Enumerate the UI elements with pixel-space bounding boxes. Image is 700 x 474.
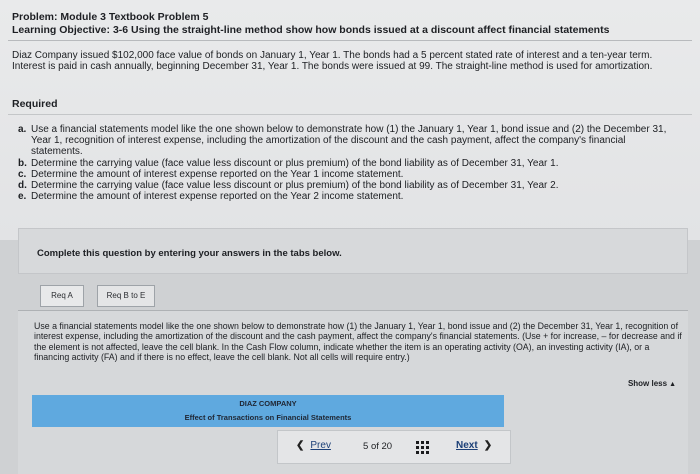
required-item-text: Determine the carrying value (face value less discount or plus premium) of the bond liability as of December 31, Year 1.	[31, 157, 559, 169]
problem-title: Problem: Module 3 Textbook Problem 5	[12, 11, 209, 23]
tab-req-b-to-e[interactable]: Req B to E	[97, 285, 155, 307]
required-item-e	[18, 191, 678, 202]
total-pages: 20	[381, 441, 393, 452]
required-item-letter: b.	[18, 157, 27, 169]
required-item-text: Determine the carrying value (face value less discount or plus premium) of the bond liability as of December 31, Year 2.	[31, 180, 559, 192]
grid-icon[interactable]	[416, 441, 429, 454]
required-item-letter: a.	[18, 124, 27, 135]
required-item-a	[18, 124, 678, 158]
chevron-right-icon: ❯	[483, 440, 493, 451]
required-item-text: Use a financial statements model like the one shown below to demonstrate how (1) the January 1, Year 1, bond issue and (2) the December 31, Year 1, recognition of interest expense, including the amortization of the discount and the cash payment, affect the company's financial statements.	[31, 124, 667, 158]
show-less-toggle[interactable]	[628, 379, 676, 388]
required-item-text: Determine the amount of interest expense reported on the Year 2 income statement.	[31, 191, 404, 203]
next-button[interactable]	[456, 440, 492, 451]
table-subtitle: Effect of Transactions on Financial Statements	[184, 413, 352, 422]
page-counter	[363, 441, 392, 452]
triangle-up-icon: ▲	[669, 381, 676, 388]
current-page: 5	[363, 441, 369, 452]
divider	[8, 40, 692, 41]
financial-statements-table-header	[32, 395, 504, 427]
learning-objective: Learning Objective: 3-6 Using the straight-line method show how bonds issued at a discount affect financial statements	[12, 24, 610, 36]
panel-instructions: Use a financial statements model like the one shown below to demonstrate how (1) the January 1, Year 1, bond issue and (2) the December 31, Year 1, recognition of interest expense, including the amortization of the discount and the cash payment, affect the company's financial statements. (Use + for increase, – for decrease and if the element is not affected, leave the cell blank. In the Cash Flow column, indicate whether the item is an operating activity (OA), an investing activity (IA), or a financing activity (FA) and if there is no effect, leave the cell blank. Not all cells will require entry.)	[34, 321, 682, 363]
company-name: DIAZ COMPANY	[239, 399, 297, 408]
instructions-banner	[18, 228, 688, 274]
required-list	[18, 124, 678, 202]
divider	[8, 114, 692, 115]
required-item-d	[18, 180, 678, 191]
tab-bar	[18, 274, 688, 314]
problem-statement: Diaz Company issued $102,000 face value of bonds on January 1, Year 1. The bonds had a 5 percent stated rate of interest and a ten-year term. Interest is paid in cash annually, beginning December 31, Year 1. The bonds were issued at 99. The straight-line method is used for amortization.	[12, 50, 653, 73]
required-heading: Required	[12, 98, 58, 110]
prev-label: Prev	[310, 440, 331, 451]
complete-instructions: Complete this question by entering your answers in the tabs below.	[37, 248, 342, 259]
prev-button[interactable]	[296, 440, 331, 451]
required-item-c	[18, 169, 678, 180]
required-item-b	[18, 158, 678, 169]
required-item-letter: e.	[18, 191, 27, 203]
required-item-letter: c.	[18, 168, 27, 180]
next-label: Next	[456, 440, 478, 451]
required-item-text: Determine the amount of interest expense reported on the Year 1 income statement.	[31, 168, 404, 180]
tab-req-a[interactable]: Req A	[40, 285, 84, 307]
page-of: of	[370, 441, 379, 452]
pagination	[277, 430, 511, 464]
show-less-label: Show less	[627, 379, 668, 388]
chevron-left-icon: ❮	[296, 440, 305, 451]
required-item-letter: d.	[18, 180, 27, 192]
